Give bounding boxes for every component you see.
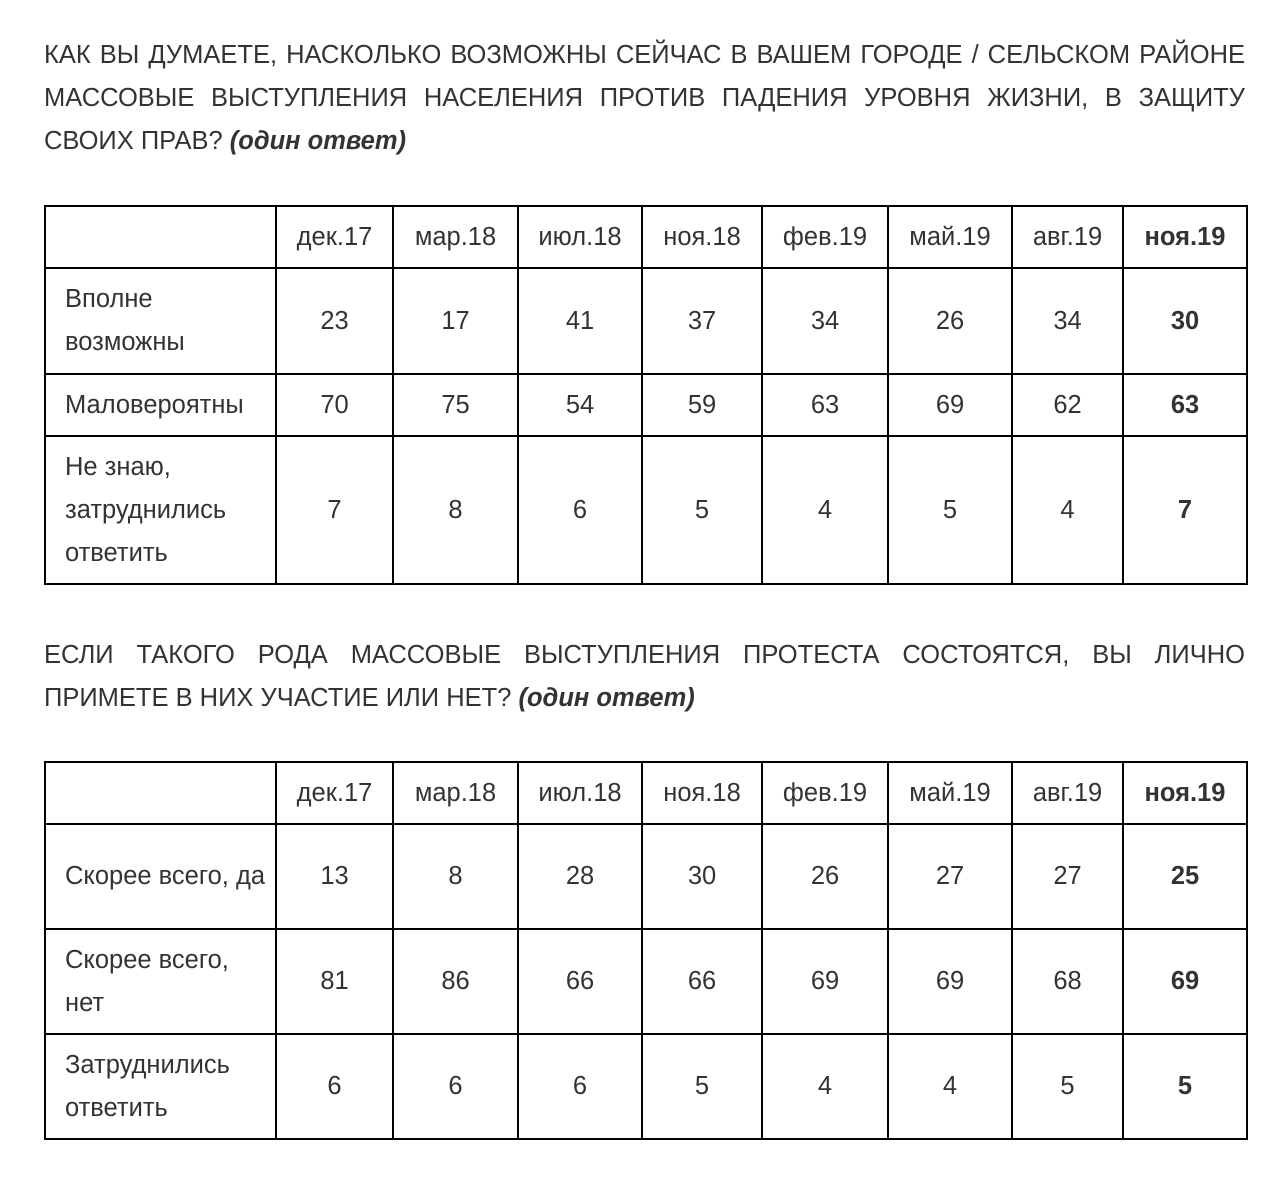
table-cell: 23 <box>276 268 393 374</box>
table-cell: 75 <box>393 374 518 436</box>
table-cell-latest: 7 <box>1123 436 1247 584</box>
table-cell: 66 <box>642 929 762 1034</box>
table-cell: 69 <box>888 929 1012 1034</box>
table-cell-latest: 63 <box>1123 374 1247 436</box>
header-cell-nov19: ноя.19 <box>1123 762 1247 824</box>
header-cell-jul18: июл.18 <box>518 762 642 824</box>
table-row <box>45 268 1247 374</box>
table-row <box>45 436 1247 584</box>
table-cell: 86 <box>393 929 518 1034</box>
table-cell: 34 <box>762 268 888 374</box>
header-cell-nov18: ноя.18 <box>642 206 762 268</box>
table-cell: 4 <box>1012 436 1123 584</box>
table-row <box>45 374 1247 436</box>
header-cell-may19: май.19 <box>888 762 1012 824</box>
table-cell-latest: 30 <box>1123 268 1247 374</box>
table-cell: 5 <box>642 1034 762 1139</box>
header-cell-empty <box>45 206 276 268</box>
row-label: Вполне возможны <box>45 268 276 374</box>
header-cell-mar18: мар.18 <box>393 206 518 268</box>
header-cell-mar18: мар.18 <box>393 762 518 824</box>
row-label: Скорее всего, нет <box>45 929 276 1034</box>
table-cell: 66 <box>518 929 642 1034</box>
table-cell-latest: 25 <box>1123 824 1247 929</box>
header-cell-empty <box>45 762 276 824</box>
table-cell: 6 <box>518 1034 642 1139</box>
row-label: Маловероятны <box>45 374 276 436</box>
table-row <box>45 824 1247 929</box>
question-2-note: (один ответ) <box>518 684 695 712</box>
table-1-protest-possibility <box>44 205 1248 585</box>
header-cell-feb19: фев.19 <box>762 762 888 824</box>
header-cell-aug19: авг.19 <box>1012 206 1123 268</box>
table-cell: 54 <box>518 374 642 436</box>
table-cell: 63 <box>762 374 888 436</box>
table-cell: 4 <box>762 436 888 584</box>
header-cell-feb19: фев.19 <box>762 206 888 268</box>
table-cell: 4 <box>762 1034 888 1139</box>
table-cell: 7 <box>276 436 393 584</box>
table-cell: 6 <box>518 436 642 584</box>
table-cell: 4 <box>888 1034 1012 1139</box>
question-1-title <box>44 34 1245 163</box>
table-cell: 26 <box>762 824 888 929</box>
table-cell: 41 <box>518 268 642 374</box>
table-row <box>45 1034 1247 1139</box>
header-cell-nov19: ноя.19 <box>1123 206 1247 268</box>
table-cell: 17 <box>393 268 518 374</box>
table-cell: 37 <box>642 268 762 374</box>
table-cell: 8 <box>393 824 518 929</box>
table-row <box>45 929 1247 1034</box>
table-cell: 70 <box>276 374 393 436</box>
table-cell: 13 <box>276 824 393 929</box>
table-cell: 5 <box>642 436 762 584</box>
table-cell: 62 <box>1012 374 1123 436</box>
table-cell: 5 <box>1012 1034 1123 1139</box>
table-cell: 68 <box>1012 929 1123 1034</box>
row-label: Затруднились ответить <box>45 1034 276 1139</box>
table-cell: 69 <box>888 374 1012 436</box>
question-1-text: КАК ВЫ ДУМАЕТЕ, НАСКОЛЬКО ВОЗМОЖНЫ СЕЙЧАС В ВАШЕМ ГОРОДЕ / СЕЛЬСКОМ РАЙОНЕ МАССОВЫЕ ВЫСТУПЛЕНИЯ НАСЕЛЕНИЯ ПРОТИВ ПАДЕНИЯ УРОВНЯ ЖИЗНИ, В ЗАЩИТУ СВОИХ ПРАВ? <box>44 41 1245 155</box>
table-cell-latest: 69 <box>1123 929 1247 1034</box>
table-cell: 30 <box>642 824 762 929</box>
table-header-row <box>45 762 1247 824</box>
table-cell: 27 <box>1012 824 1123 929</box>
table-cell: 59 <box>642 374 762 436</box>
row-label: Не знаю, затруднились ответить <box>45 436 276 584</box>
row-label: Скорее всего, да <box>45 824 276 929</box>
header-cell-nov18: ноя.18 <box>642 762 762 824</box>
table-cell: 28 <box>518 824 642 929</box>
table-header-row <box>45 206 1247 268</box>
table-cell: 26 <box>888 268 1012 374</box>
header-cell-dec17: дек.17 <box>276 762 393 824</box>
header-cell-dec17: дек.17 <box>276 206 393 268</box>
table-cell: 69 <box>762 929 888 1034</box>
question-1-note: (один ответ) <box>229 127 407 155</box>
table-cell: 34 <box>1012 268 1123 374</box>
table-cell: 8 <box>393 436 518 584</box>
question-2-text: ЕСЛИ ТАКОГО РОДА МАССОВЫЕ ВЫСТУПЛЕНИЯ ПРОТЕСТА СОСТОЯТСЯ, ВЫ ЛИЧНО ПРИМЕТЕ В НИХ УЧАСТИЕ ИЛИ НЕТ? <box>44 641 1245 712</box>
table-cell-latest: 5 <box>1123 1034 1247 1139</box>
table-cell: 6 <box>393 1034 518 1139</box>
question-2-title <box>44 634 1245 720</box>
table-cell: 6 <box>276 1034 393 1139</box>
header-cell-may19: май.19 <box>888 206 1012 268</box>
table-cell: 27 <box>888 824 1012 929</box>
table-cell: 5 <box>888 436 1012 584</box>
header-cell-jul18: июл.18 <box>518 206 642 268</box>
table-2-participation <box>44 761 1248 1140</box>
table-cell: 81 <box>276 929 393 1034</box>
header-cell-aug19: авг.19 <box>1012 762 1123 824</box>
